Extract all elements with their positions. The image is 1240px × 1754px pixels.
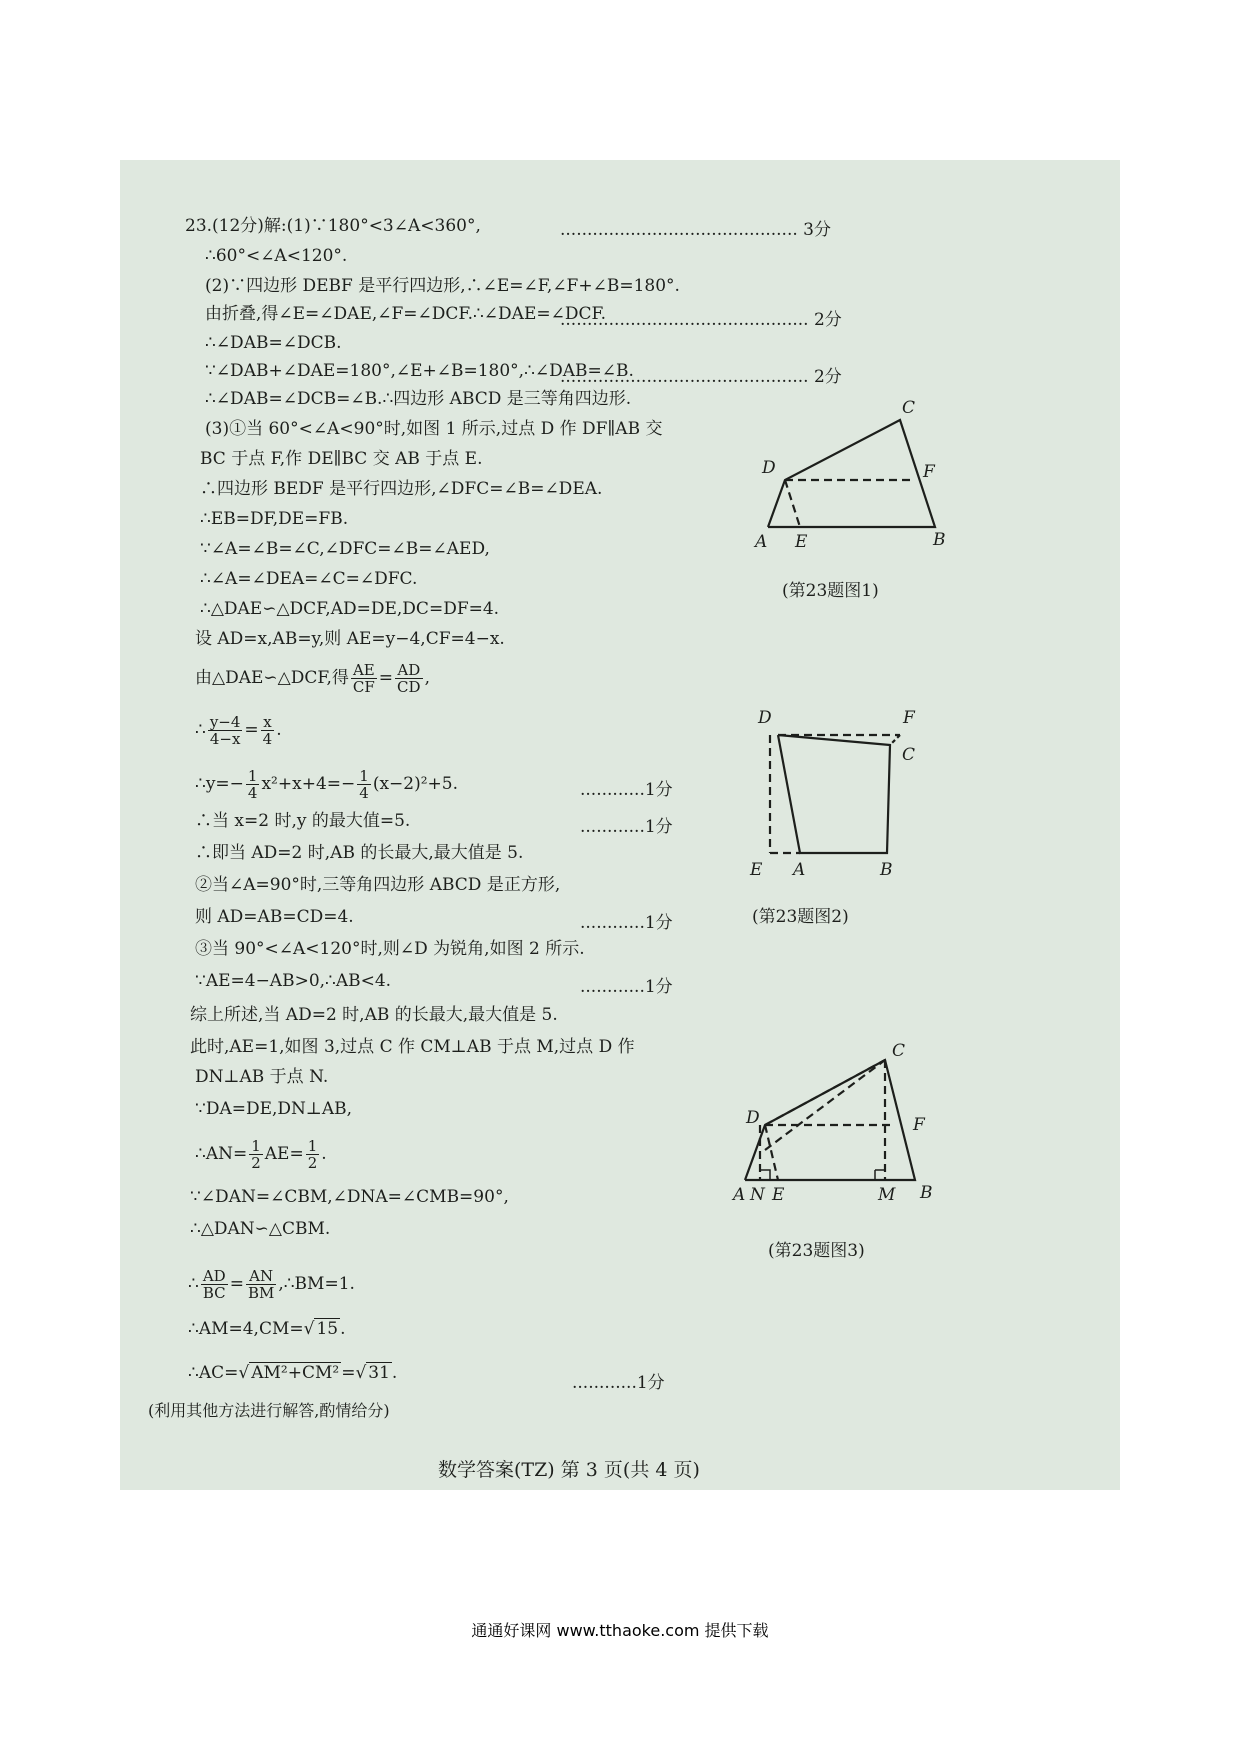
fraction: $\frac{AD}{BC}$: [202, 1267, 226, 1302]
text-segment: ∴AM=4,CM=: [188, 1319, 304, 1339]
text-segment: 由△DAE∽△DCF,得: [195, 668, 349, 688]
label-f: F: [923, 462, 935, 482]
ac-line: ∴AC=√ AM²+CM² =√ 31 .: [188, 1363, 398, 1383]
fraction: $\frac{AE}{CF}$: [352, 661, 375, 696]
text-segment: ∴y=−: [195, 774, 244, 794]
text-line: ∴即当 AD=2 时,AB 的长最大,最大值是 5.: [195, 843, 524, 863]
label-a: A: [793, 860, 806, 880]
text-line: ∵∠A=∠B=∠C,∠DFC=∠B=∠AED,: [200, 539, 490, 559]
grading-note: (利用其他方法进行解答,酌情给分): [148, 1401, 390, 1420]
an-line: [195, 1138, 327, 1171]
text-line: BC 于点 F,作 DE∥BC 交 AB 于点 E.: [200, 449, 483, 469]
label-a: A: [733, 1185, 746, 1205]
label-b: B: [880, 860, 893, 880]
quad-abcd: [768, 420, 935, 527]
fraction: $\frac{1}{4}$: [359, 767, 369, 802]
text-line: ∴∠DAB=∠DCB=∠B.∴四边形 ABCD 是三等角四边形.: [205, 389, 632, 409]
text-line: ②当∠A=90°时,三等角四边形 ABCD 是正方形,: [195, 875, 561, 895]
figure-2: [740, 705, 940, 905]
problem-23-header: 23.(12分)解:(1)∵180°<3∠A<360°,: [185, 216, 481, 236]
text-segment: ∴: [188, 1274, 199, 1294]
punct: .: [276, 720, 282, 740]
score-1: ............1分: [580, 913, 673, 933]
label-b: B: [920, 1183, 933, 1203]
quad-abcd: [745, 1060, 915, 1180]
page-footer: 数学答案(TZ) 第 3 页(共 4 页): [438, 1459, 700, 1481]
text-line: ∴△DAE∽△DCF,AD=DE,DC=DF=4.: [200, 599, 500, 619]
quad-abcd: [778, 735, 890, 853]
text-line: ∴四边形 BEDF 是平行四边形,∠DFC=∠B=∠DEA.: [200, 479, 603, 499]
fraction: $\frac{1}{2}$: [307, 1137, 318, 1172]
score-1: ............1分: [580, 780, 673, 800]
text-segment: ∴AN=: [195, 1144, 248, 1164]
text-line: ∴EB=DF,DE=FB.: [200, 509, 349, 529]
text-line: DN⊥AB 于点 N.: [195, 1067, 329, 1087]
text-line: ∵AE=4−AB>0,∴AB<4.: [195, 971, 392, 991]
label-d: D: [762, 458, 776, 478]
fraction: $\frac{x}{4}$: [262, 713, 273, 748]
label-c: C: [892, 1041, 906, 1061]
text-line: ∴△DAN∽△CBM.: [190, 1219, 331, 1239]
text-line: ③当 90°<∠A<120°时,则∠D 为锐角,如图 2 所示.: [195, 939, 585, 959]
score-2: .............................................. 2分: [560, 367, 842, 387]
eq: =: [244, 720, 259, 740]
punct: .: [391, 1363, 398, 1383]
punct: .: [321, 1144, 327, 1164]
fraction: $\frac{1}{4}$: [247, 767, 258, 802]
label-e: E: [795, 532, 808, 552]
sqrt: 31: [368, 1363, 390, 1383]
text-line: 综上所述,当 AD=2 时,AB 的长最大,最大值是 5.: [190, 1005, 558, 1025]
label-f: F: [913, 1115, 925, 1135]
text-line: ∴60°<∠A<120°.: [205, 246, 348, 266]
text-segment: (x−2)²+5.: [372, 774, 459, 794]
text-segment: ∴AC=: [188, 1363, 239, 1383]
label-d: D: [758, 708, 772, 728]
label-c: C: [902, 398, 916, 418]
figure-2-caption: (第23题图2): [752, 907, 849, 927]
label-e: E: [772, 1185, 785, 1205]
fraction: $\frac{y-4}{4-x}$: [209, 713, 241, 748]
text-line: ∴∠A=∠DEA=∠C=∠DFC.: [200, 569, 418, 589]
figure-3-caption: (第23题图3): [768, 1241, 865, 1261]
fraction: $\frac{AN}{BM}$: [247, 1267, 275, 1302]
score-3: ............................................ 3分: [560, 220, 831, 240]
score-1: ............1分: [580, 817, 673, 837]
label-f: F: [903, 708, 915, 728]
text-segment: x²+x+4=−: [261, 774, 356, 794]
site-watermark: 通通好课网 www.tthaoke.com 提供下载: [471, 1621, 769, 1640]
text-segment: AE=: [264, 1144, 304, 1164]
sqrt: AM²+CM²: [251, 1363, 340, 1383]
sqrt: 15: [316, 1319, 339, 1339]
text-line: 则 AD=AB=CD=4.: [195, 907, 354, 927]
score-1: ............1分: [580, 977, 673, 997]
eq: =: [378, 668, 394, 688]
segment-de: [785, 480, 800, 527]
text-line: 此时,AE=1,如图 3,过点 C 作 CM⊥AB 于点 M,过点 D 作: [190, 1037, 635, 1057]
text-line: ∴当 x=2 时,y 的最大值=5.: [195, 811, 411, 831]
right-angle-n: [760, 1170, 770, 1180]
label-c: C: [902, 745, 916, 765]
label-b: B: [933, 530, 946, 550]
label-a: A: [755, 532, 768, 552]
eq: =: [229, 1274, 244, 1294]
fraction: $\frac{1}{2}$: [251, 1137, 261, 1172]
figure-1: [740, 395, 970, 585]
text-line: 由折叠,得∠E=∠DAE,∠F=∠DCF.∴∠DAE=∠DCF.: [205, 304, 607, 324]
text-line: 设 AD=x,AB=y,则 AE=y−4,CF=4−x.: [195, 629, 505, 649]
bm-line: [188, 1268, 355, 1301]
am-line: ∴AM=4,CM=√ 15 .: [188, 1319, 346, 1339]
punct: ,: [278, 1274, 284, 1294]
score-1: ............1分: [572, 1373, 665, 1393]
segment-de: [765, 1125, 778, 1180]
segment-ac: [765, 1060, 885, 1150]
text-line: (3)①当 60°<∠A<90°时,如图 1 所示,过点 D 作 DF∥AB 交: [205, 419, 663, 439]
label-m: M: [878, 1185, 896, 1205]
punct: .: [340, 1319, 346, 1339]
text-segment: ∴BM=1.: [283, 1274, 355, 1294]
quadratic-line: [195, 768, 458, 801]
text-line: (2)∵四边形 DEBF 是平行四边形,∴∠E=∠F,∠F+∠B=180°.: [205, 276, 680, 296]
equation-line: [195, 714, 282, 747]
figure-3: [730, 1030, 950, 1230]
text-line: ∵∠DAN=∠CBM,∠DNA=∠CMB=90°,: [190, 1187, 509, 1207]
score-2: .............................................. 2分: [560, 310, 842, 330]
text-segment: ∴: [195, 720, 206, 740]
label-n: N: [750, 1185, 765, 1205]
figure-1-caption: (第23题图1): [782, 581, 879, 601]
segment-fc: [890, 735, 900, 745]
text-line: ∴∠DAB=∠DCB.: [205, 333, 342, 353]
text-segment: =: [341, 1363, 356, 1383]
label-e: E: [750, 860, 763, 880]
text-line: ∵DA=DE,DN⊥AB,: [195, 1099, 353, 1119]
text-line: ∵∠DAB+∠DAE=180°,∠E+∠B=180°,∴∠DAB=∠B.: [205, 361, 634, 381]
punct: ,: [424, 668, 430, 688]
label-d: D: [746, 1108, 760, 1128]
fraction: $\frac{AD}{CD}$: [397, 661, 421, 696]
similar-ratio-line: [195, 662, 430, 695]
